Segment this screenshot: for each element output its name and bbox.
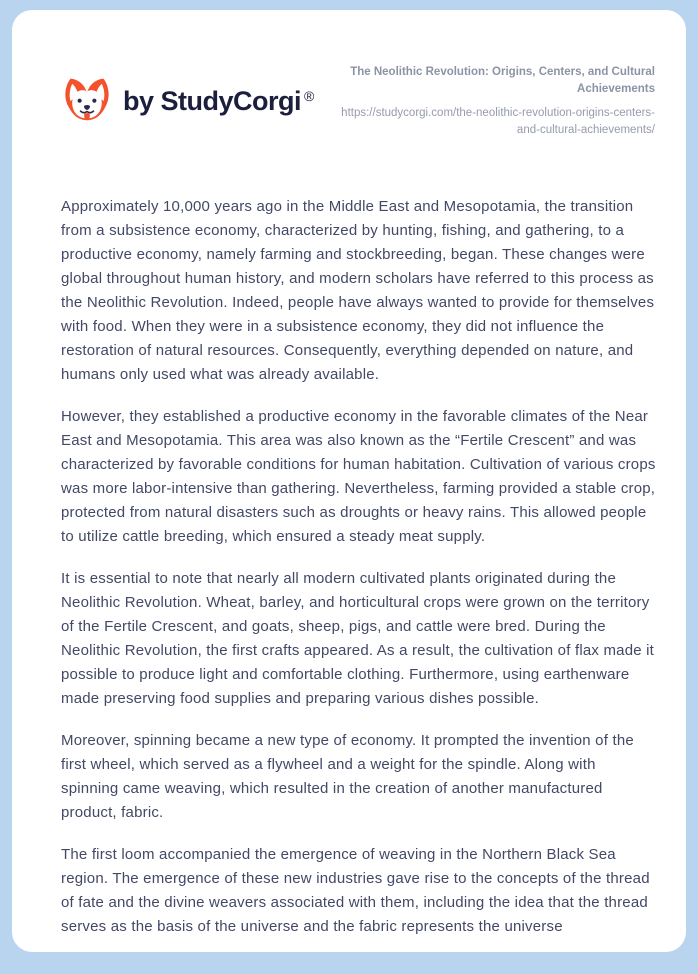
paragraph: Approximately 10,000 years ago in the Middle East and Mesopotamia, the transition from a subsistence economy, characterized by hunting, fishing, and gathering, to a productive economy, namely farming and stockbreeding, began. These changes were global throughout human history, and modern scholars have referred to this process as the Neolithic Revolution. Indeed, people have always wanted to provide for themselves with food. When they were in a subsistence economy, they did not influence the restoration of natural resources. Consequently, everything depended on nature, and humans only used what was already available. <box>61 198 655 383</box>
essay-body <box>61 195 657 939</box>
paragraph: The first loom accompanied the emergence of weaving in the Northern Black Sea region. The emergence of these new industries gave rise to the concepts of the thread of fate and the divine weavers associated with them, including the idea that the thread serves as the basis of the universe and the fabric represents the universe <box>61 846 650 935</box>
registered-trademark: ® <box>304 88 315 104</box>
document-url-link[interactable]: https://studycorgi.com/the-neolithic-revolution-origins-centers-and-cultural-achievements/ <box>341 107 655 136</box>
page-background <box>0 10 698 974</box>
document-header <box>61 64 655 139</box>
document-card <box>12 10 686 952</box>
corgi-logo-icon <box>61 77 113 127</box>
paragraph: However, they established a productive economy in the favorable climates of the Near East and Mesopotamia. This area was also known as the “Fertile Crescent” and was characterized by favorable conditions for human habitation. Cultivation of various crops was more labor-intensive than gathering. Nevertheless, farming provided a stable crop, protected from natural disasters such as droughts or heavy rains. This allowed people to utilize cattle breeding, which ensured a steady meat supply. <box>61 408 656 545</box>
paragraph: Moreover, spinning became a new type of economy. It prompted the invention of the first wheel, which served as a flywheel and a weight for the spindle. Along with spinning came weaving, which resulted in the creation of another manufactured product, fabric. <box>61 732 634 821</box>
brand-text: by StudyCorgi ® <box>123 86 315 116</box>
document-meta <box>325 64 655 139</box>
document-title: The Neolithic Revolution: Origins, Centers, and Cultural Achievements <box>350 66 655 95</box>
paragraph: It is essential to note that nearly all modern cultivated plants originated during the Neolithic Revolution. Wheat, barley, and horticultural crops were grown on the territory of the Fertile Crescent, and goats, sheep, pigs, and cattle were bred. During the Neolithic Revolution, the first crafts appeared. As a result, the cultivation of flax made it possible to produce light and comfortable clothing. Furthermore, using earthenware made preserving food supplies and preparing various dishes possible. <box>61 570 655 707</box>
studycorgi-logo[interactable] <box>61 77 314 127</box>
